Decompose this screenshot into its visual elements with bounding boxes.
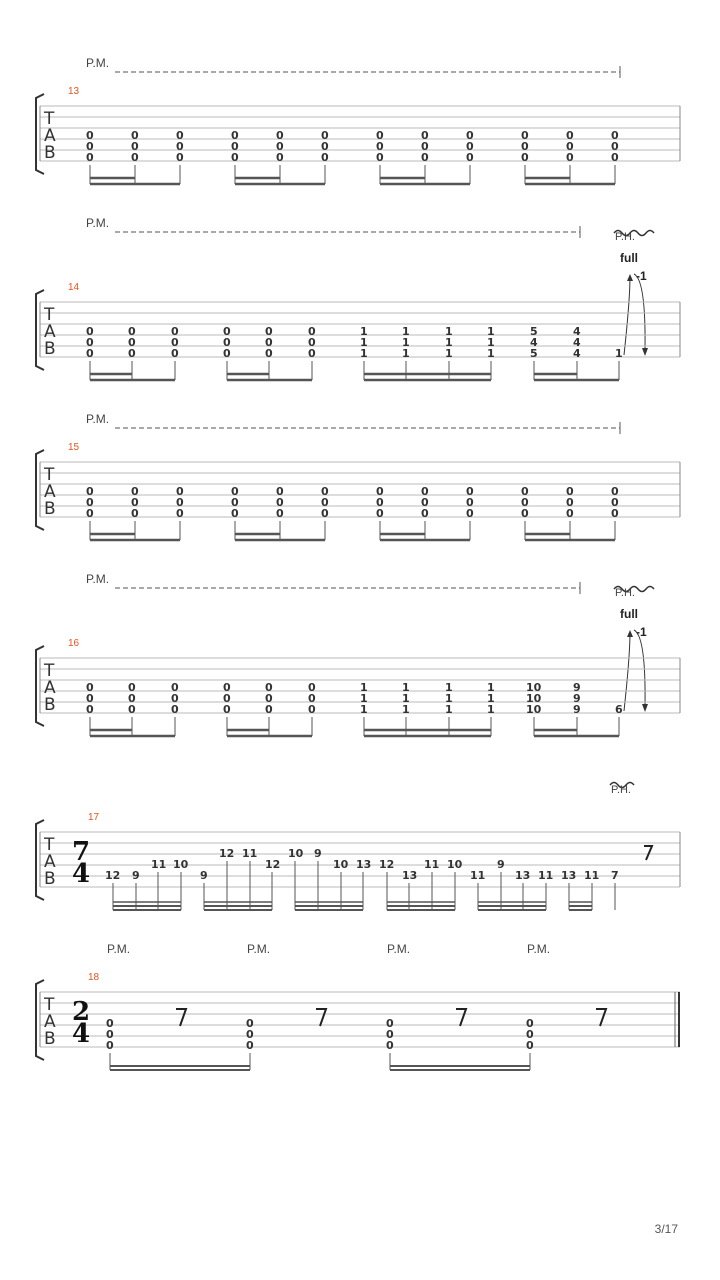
fret-number: 0 xyxy=(131,496,139,509)
fret-number: 10 xyxy=(526,703,542,716)
bend-release-arrow xyxy=(634,274,645,350)
fret-number: 0 xyxy=(376,129,384,142)
fret-number: 0 xyxy=(466,485,474,498)
fret-number: 1 xyxy=(445,681,453,694)
fret-number: 1 xyxy=(402,703,410,716)
fret-number: 1 xyxy=(402,347,410,360)
fret-number: 0 xyxy=(466,496,474,509)
fret-number: 4 xyxy=(573,325,581,338)
tab-clef-t: T xyxy=(44,109,55,129)
palm-mute-label: P.M. xyxy=(527,942,551,956)
tab-clef-b: B xyxy=(44,1029,56,1049)
tab-clef-a: A xyxy=(44,126,56,146)
fret-number: 10 xyxy=(333,858,349,871)
fret-number: 0 xyxy=(86,336,94,349)
fret-number: 10 xyxy=(288,847,304,860)
fret-number: 0 xyxy=(223,681,231,694)
fret-number: 0 xyxy=(276,140,284,153)
fret-number: 0 xyxy=(223,703,231,716)
palm-mute-label: P.M. xyxy=(107,942,131,956)
fret-number: 0 xyxy=(611,485,619,498)
fret-number: 0 xyxy=(86,507,94,520)
fret-number: 0 xyxy=(131,485,139,498)
fret-number: 0 xyxy=(86,325,94,338)
tab-clef-t: T xyxy=(44,465,55,485)
fret-number: 1 xyxy=(487,681,495,694)
fret-number: 11 xyxy=(424,858,440,871)
fret-number: 0 xyxy=(521,496,529,509)
time-signature-top: 7 xyxy=(72,837,91,867)
fret-number: 0 xyxy=(86,496,94,509)
bend-up-arrowhead xyxy=(627,630,633,637)
fret-number: 0 xyxy=(131,507,139,520)
tab-notes xyxy=(86,485,619,520)
fret-number: 0 xyxy=(566,485,574,498)
fret-number: 0 xyxy=(521,140,529,153)
bend-up-arrow xyxy=(624,632,630,711)
fret-number: 4 xyxy=(573,336,581,349)
rest-symbol xyxy=(644,846,652,860)
fret-number: 12 xyxy=(379,858,395,871)
measure-number: 15 xyxy=(68,442,80,453)
tab-clef-a: A xyxy=(44,322,56,342)
fret-number: 0 xyxy=(223,692,231,705)
pinch-harmonic-label: P.H. xyxy=(611,784,631,796)
fret-number: 0 xyxy=(176,496,184,509)
bend-release-label: -1 xyxy=(636,269,647,283)
fret-number: 10 xyxy=(526,692,542,705)
fret-number: 13 xyxy=(356,858,372,871)
fret-number: 0 xyxy=(321,496,329,509)
fret-number: 0 xyxy=(521,151,529,164)
fret-number: 0 xyxy=(308,336,316,349)
fret-number: 0 xyxy=(566,507,574,520)
tab-clef-b: B xyxy=(44,499,56,519)
fret-number: 0 xyxy=(131,129,139,142)
tab-notes xyxy=(86,681,623,716)
fret-number: 0 xyxy=(466,140,474,153)
fret-number: 10 xyxy=(526,681,542,694)
fret-number: 0 xyxy=(308,692,316,705)
fret-number: 0 xyxy=(376,496,384,509)
fret-number: 0 xyxy=(321,140,329,153)
rest-symbol xyxy=(456,1009,466,1026)
bend-full-label: full xyxy=(620,607,638,621)
tab-clef-b: B xyxy=(44,695,56,715)
measure-13 xyxy=(36,56,680,184)
fret-number: 12 xyxy=(265,858,281,871)
palm-mute-label: P.M. xyxy=(86,56,110,70)
rhythm-beams xyxy=(90,521,615,540)
fret-number: 0 xyxy=(231,485,239,498)
fret-number: 0 xyxy=(376,151,384,164)
tab-clef-a: A xyxy=(44,482,56,502)
fret-number: 0 xyxy=(421,151,429,164)
fret-number: 1 xyxy=(445,336,453,349)
fret-number: 0 xyxy=(421,485,429,498)
pinch-harmonic-label: P.H. xyxy=(615,587,635,599)
fret-number: 13 xyxy=(402,869,418,882)
fret-number: 0 xyxy=(176,140,184,153)
tab-clef-t: T xyxy=(44,995,55,1015)
fret-number: 0 xyxy=(231,129,239,142)
fret-number: 0 xyxy=(611,140,619,153)
fret-number: 0 xyxy=(308,347,316,360)
bend-full-label: full xyxy=(620,251,638,265)
fret-number: 0 xyxy=(171,692,179,705)
measure-number: 14 xyxy=(68,282,80,293)
fret-number: 0 xyxy=(466,129,474,142)
rhythm-beams xyxy=(90,361,619,380)
fret-number: 0 xyxy=(386,1017,394,1030)
rest-symbol xyxy=(176,1009,186,1026)
bend-up-arrowhead xyxy=(627,274,633,281)
palm-mute-label: P.M. xyxy=(86,572,110,586)
measure-17 xyxy=(36,783,680,911)
fret-number: 1 xyxy=(360,325,368,338)
time-signature-bottom: 4 xyxy=(72,859,91,889)
fret-number: 1 xyxy=(360,703,368,716)
measure-number: 16 xyxy=(68,638,80,649)
fret-number: 0 xyxy=(611,507,619,520)
bend-release-arrowhead xyxy=(642,704,648,712)
fret-number: 0 xyxy=(86,485,94,498)
fret-number: 0 xyxy=(466,151,474,164)
bend-release-arrowhead xyxy=(642,348,648,356)
bend-release-label: -1 xyxy=(636,625,647,639)
rhythm-beams xyxy=(90,165,615,184)
fret-number: 1 xyxy=(360,681,368,694)
fret-number: 0 xyxy=(421,496,429,509)
fret-number: 1 xyxy=(360,347,368,360)
fret-number: 9 xyxy=(573,692,581,705)
fret-number: 1 xyxy=(445,703,453,716)
fret-number: 12 xyxy=(219,847,235,860)
fret-number: 0 xyxy=(128,703,136,716)
fret-number: 0 xyxy=(128,681,136,694)
tab-clef-a: A xyxy=(44,678,56,698)
measure-number: 17 xyxy=(88,812,100,823)
fret-number: 9 xyxy=(497,858,505,871)
fret-number: 0 xyxy=(276,129,284,142)
fret-number: 0 xyxy=(246,1039,254,1052)
fret-number: 0 xyxy=(276,507,284,520)
fret-number: 0 xyxy=(176,507,184,520)
fret-number: 1 xyxy=(487,336,495,349)
measure-14 xyxy=(36,216,680,380)
fret-number: 0 xyxy=(86,703,94,716)
fret-number: 0 xyxy=(231,496,239,509)
bend-release-arrow xyxy=(634,630,645,706)
fret-number: 0 xyxy=(611,129,619,142)
measure-16 xyxy=(36,572,680,736)
fret-number: 0 xyxy=(321,129,329,142)
fret-number: 0 xyxy=(176,151,184,164)
tab-clef-a: A xyxy=(44,1012,56,1032)
time-signature-top: 2 xyxy=(72,997,91,1027)
rest-symbol xyxy=(596,1009,606,1026)
fret-number: 12 xyxy=(105,869,121,882)
fret-number: 0 xyxy=(276,496,284,509)
fret-number: 9 xyxy=(132,869,140,882)
palm-mute-label: P.M. xyxy=(86,412,110,426)
fret-number: 1 xyxy=(402,681,410,694)
fret-number: 0 xyxy=(321,151,329,164)
fret-number: 0 xyxy=(265,336,273,349)
rest-symbol xyxy=(316,1009,326,1026)
measure-18 xyxy=(36,942,680,1070)
fret-number: 1 xyxy=(445,325,453,338)
fret-number: 7 xyxy=(611,869,619,882)
fret-number: 0 xyxy=(128,325,136,338)
fret-number: 1 xyxy=(402,336,410,349)
fret-number: 9 xyxy=(573,681,581,694)
fret-number: 0 xyxy=(521,507,529,520)
fret-number: 0 xyxy=(566,151,574,164)
tab-clef-t: T xyxy=(44,661,55,681)
fret-number: 11 xyxy=(470,869,486,882)
measure-15 xyxy=(36,412,680,540)
fret-number: 0 xyxy=(231,507,239,520)
fret-number: 0 xyxy=(421,129,429,142)
fret-number: 13 xyxy=(515,869,531,882)
fret-number: 0 xyxy=(308,325,316,338)
fret-number: 0 xyxy=(566,140,574,153)
fret-number: 9 xyxy=(573,703,581,716)
fret-number: 0 xyxy=(611,151,619,164)
fret-number: 0 xyxy=(386,1039,394,1052)
fret-number: 0 xyxy=(246,1028,254,1041)
fret-number: 0 xyxy=(521,485,529,498)
fret-number: 0 xyxy=(176,485,184,498)
fret-number: 0 xyxy=(376,140,384,153)
fret-number: 1 xyxy=(402,325,410,338)
fret-number: 11 xyxy=(584,869,600,882)
fret-number: 0 xyxy=(223,336,231,349)
fret-number: 0 xyxy=(276,151,284,164)
fret-number: 1 xyxy=(487,692,495,705)
page-number: 3/17 xyxy=(654,1222,678,1236)
staff-lines xyxy=(40,992,680,1047)
fret-number: 0 xyxy=(611,496,619,509)
measure-number: 13 xyxy=(68,86,80,97)
fret-number: 0 xyxy=(265,681,273,694)
fret-number: 1 xyxy=(445,347,453,360)
fret-number: 0 xyxy=(526,1017,534,1030)
fret-number: 0 xyxy=(276,485,284,498)
rhythm-beams xyxy=(90,717,619,736)
fret-number: 4 xyxy=(573,347,581,360)
fret-number: 0 xyxy=(376,485,384,498)
fret-number: 0 xyxy=(308,681,316,694)
fret-number: 0 xyxy=(521,129,529,142)
fret-number: 0 xyxy=(86,129,94,142)
fret-number: 0 xyxy=(526,1028,534,1041)
fret-number: 0 xyxy=(321,507,329,520)
fret-number: 11 xyxy=(242,847,258,860)
fret-number: 1 xyxy=(487,347,495,360)
fret-number: 11 xyxy=(538,869,554,882)
fret-number: 1 xyxy=(445,692,453,705)
fret-number: 6 xyxy=(615,703,623,716)
fret-number: 0 xyxy=(106,1028,114,1041)
fret-number: 0 xyxy=(246,1017,254,1030)
tab-notes xyxy=(86,129,619,164)
fret-number: 0 xyxy=(171,347,179,360)
fret-number: 0 xyxy=(526,1039,534,1052)
fret-number: 0 xyxy=(171,336,179,349)
palm-mute-label: P.M. xyxy=(247,942,271,956)
fret-number: 0 xyxy=(566,496,574,509)
tab-clef-b: B xyxy=(44,143,56,163)
fret-number: 0 xyxy=(128,336,136,349)
fret-number: 13 xyxy=(561,869,577,882)
palm-mute-label: P.M. xyxy=(387,942,411,956)
fret-number: 0 xyxy=(86,140,94,153)
fret-number: 0 xyxy=(376,507,384,520)
fret-number: 0 xyxy=(321,485,329,498)
fret-number: 0 xyxy=(171,325,179,338)
fret-number: 0 xyxy=(131,151,139,164)
fret-number: 0 xyxy=(171,681,179,694)
fret-number: 10 xyxy=(447,858,463,871)
fret-number: 0 xyxy=(131,140,139,153)
fret-number: 0 xyxy=(466,507,474,520)
fret-number: 0 xyxy=(223,325,231,338)
tab-clef-t: T xyxy=(44,835,55,855)
rhythm-beams xyxy=(110,1053,530,1070)
fret-number: 1 xyxy=(360,336,368,349)
fret-number: 0 xyxy=(86,692,94,705)
fret-number: 0 xyxy=(265,703,273,716)
fret-number: 0 xyxy=(176,129,184,142)
fret-number: 1 xyxy=(487,703,495,716)
fret-number: 9 xyxy=(200,869,208,882)
fret-number: 1 xyxy=(360,692,368,705)
fret-number: 0 xyxy=(86,347,94,360)
fret-number: 9 xyxy=(314,847,322,860)
fret-number: 0 xyxy=(265,347,273,360)
fret-number: 0 xyxy=(223,347,231,360)
fret-number: 0 xyxy=(265,692,273,705)
fret-number: 0 xyxy=(421,507,429,520)
fret-number: 0 xyxy=(265,325,273,338)
fret-number: 0 xyxy=(566,129,574,142)
tab-clef-b: B xyxy=(44,339,56,359)
time-signature-bottom: 4 xyxy=(72,1019,91,1049)
fret-number: 5 xyxy=(530,347,538,360)
fret-number: 0 xyxy=(128,347,136,360)
palm-mute-label: P.M. xyxy=(86,216,110,230)
fret-number: 1 xyxy=(615,347,623,360)
fret-number: 0 xyxy=(106,1039,114,1052)
fret-number: 0 xyxy=(308,703,316,716)
fret-number: 0 xyxy=(421,140,429,153)
fret-number: 0 xyxy=(86,681,94,694)
pinch-harmonic-label: P.H. xyxy=(615,231,635,243)
fret-number: 5 xyxy=(530,325,538,338)
fret-number: 0 xyxy=(86,151,94,164)
fret-number: 1 xyxy=(487,325,495,338)
measure-number: 18 xyxy=(88,972,100,983)
fret-number: 10 xyxy=(173,858,189,871)
tab-notes xyxy=(86,325,623,360)
fret-number: 0 xyxy=(171,703,179,716)
fret-number: 1 xyxy=(402,692,410,705)
fret-number: 0 xyxy=(231,151,239,164)
fret-number: 4 xyxy=(530,336,538,349)
fret-number: 0 xyxy=(106,1017,114,1030)
fret-number: 0 xyxy=(231,140,239,153)
tab-clef-a: A xyxy=(44,852,56,872)
fret-number: 0 xyxy=(128,692,136,705)
fret-number: 11 xyxy=(151,858,167,871)
tab-clef-t: T xyxy=(44,305,55,325)
fret-number: 0 xyxy=(386,1028,394,1041)
tab-clef-b: B xyxy=(44,869,56,889)
bend-up-arrow xyxy=(624,276,630,355)
